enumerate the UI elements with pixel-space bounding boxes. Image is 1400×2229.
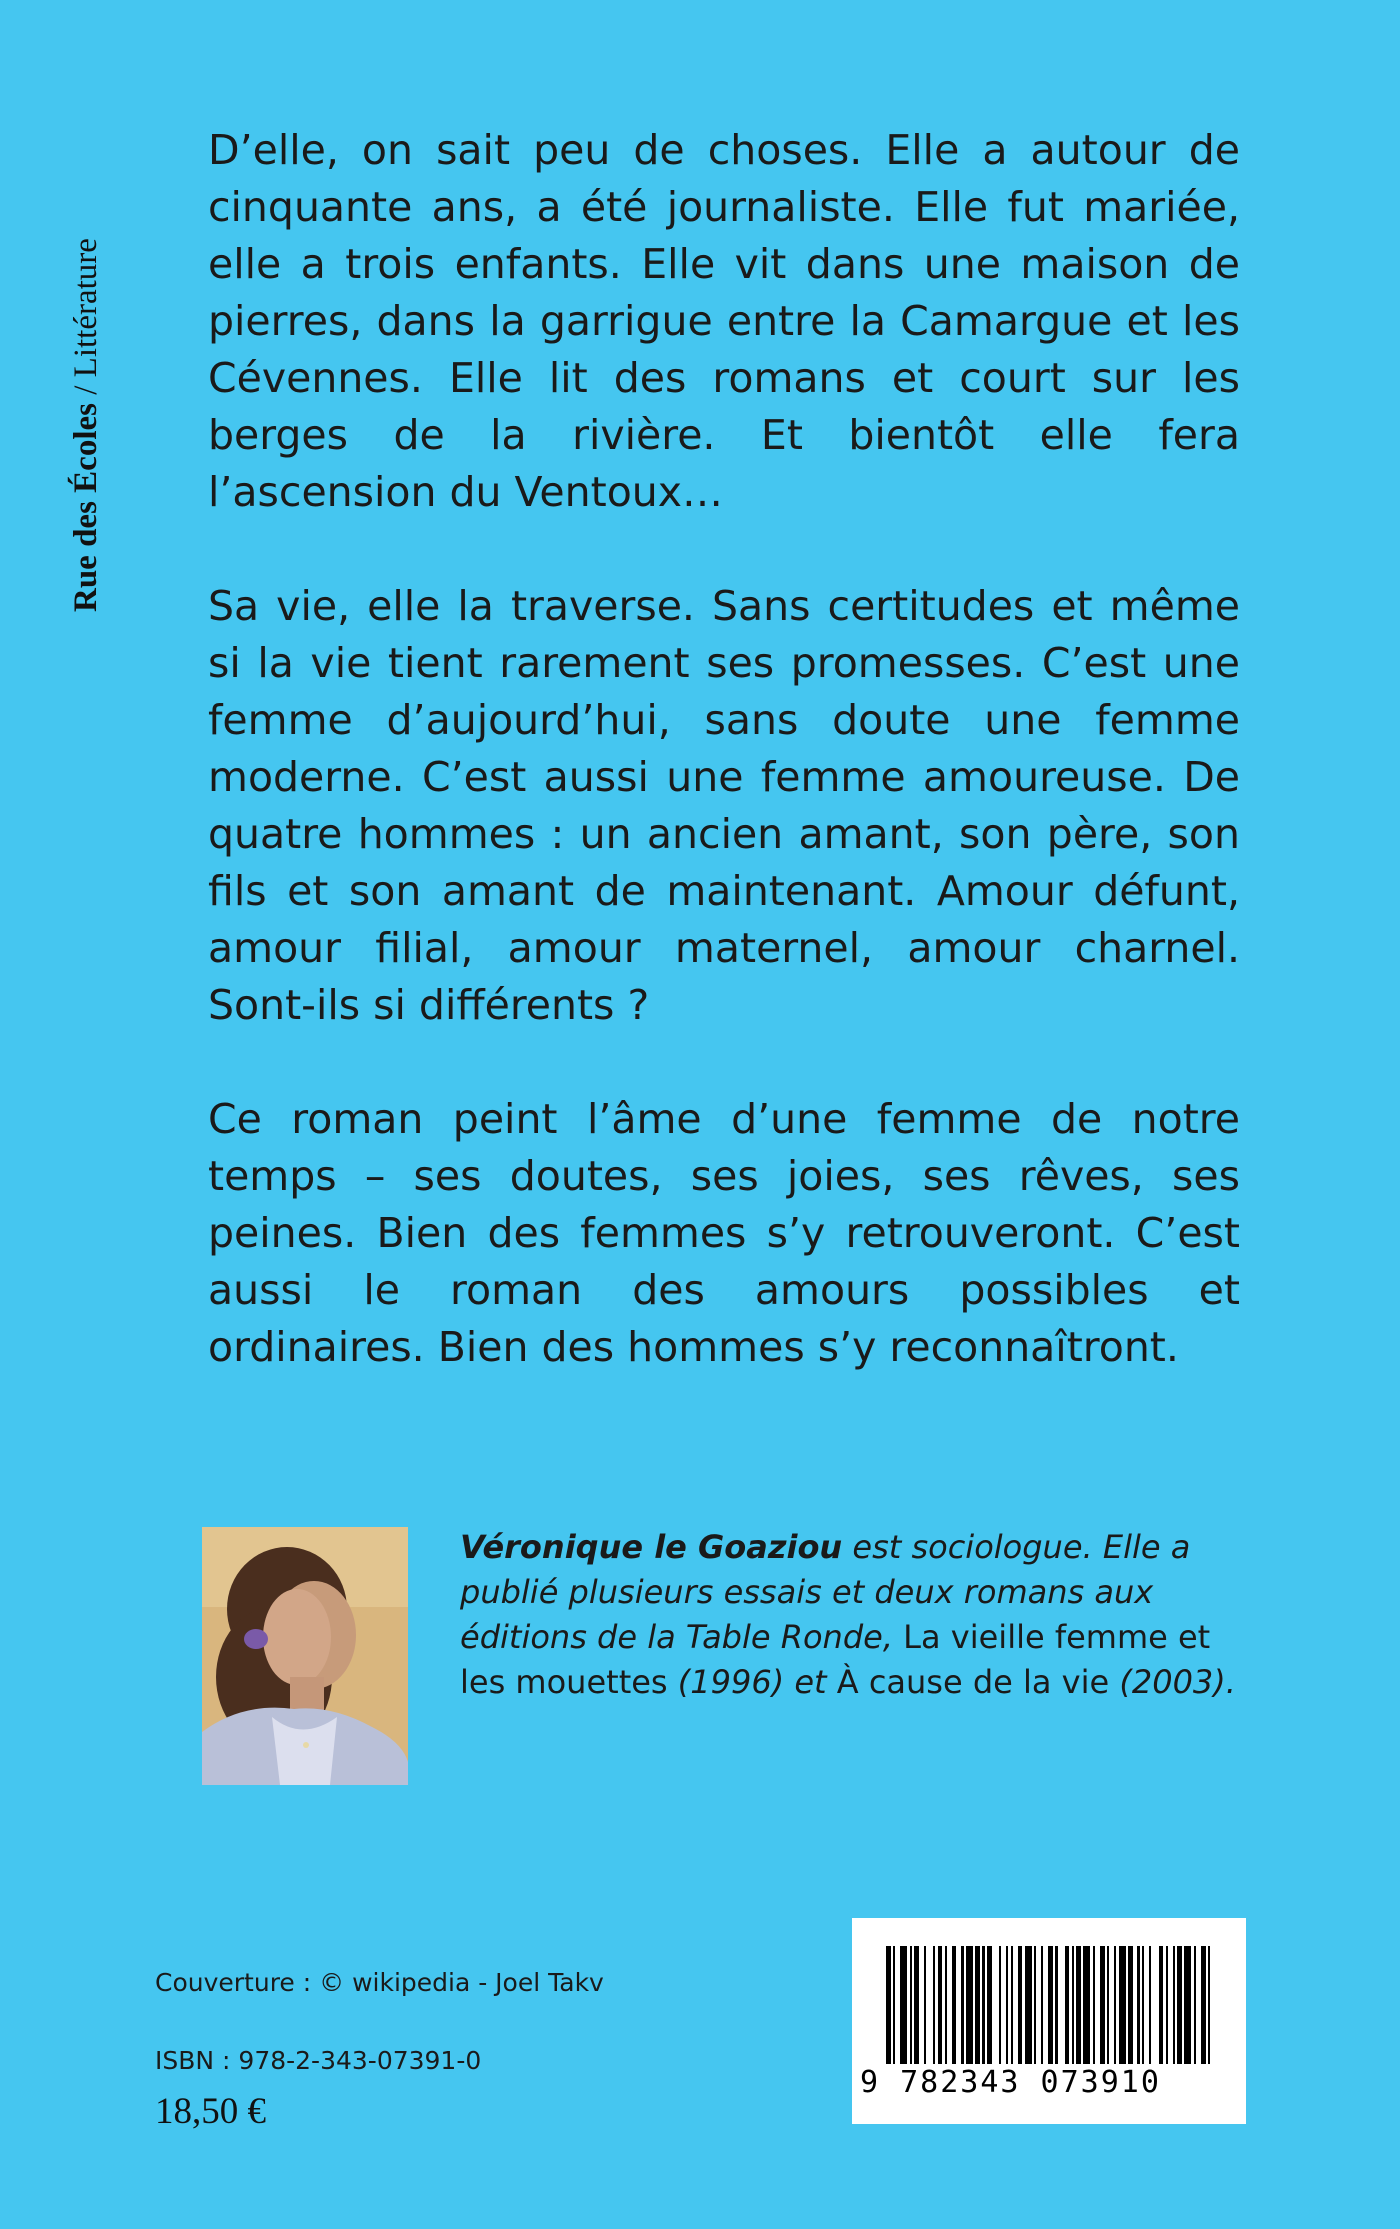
back-cover-blurb — [208, 122, 1240, 1433]
barcode-digits: 9 782343 073910 — [860, 2065, 1161, 2100]
blurb-paragraph-3: Ce roman peint l’âme d’une femme de notre temps – ses doutes, ses joies, ses rêves, ses peines. Bien des femmes s’y retrouveront. C’est aussi le roman des amours possibles et ordinaires. Bien des hommes s’y reconnaîtront. — [208, 1095, 1240, 1371]
isbn: ISBN : 978-2-343-07391-0 — [155, 2046, 482, 2075]
spine-title — [68, 238, 105, 612]
barcode-space — [926, 1946, 933, 2064]
author-photo — [202, 1527, 408, 1785]
barcode-bar — [1119, 1946, 1126, 2064]
book-year-1: (1996) et — [667, 1663, 837, 1701]
barcode-bar — [1083, 1946, 1090, 2064]
barcode-space — [1058, 1946, 1065, 2064]
barcode-bar — [1025, 1946, 1032, 2064]
book-year-2: (2003). — [1109, 1663, 1236, 1701]
spine-separator: / — [68, 377, 104, 403]
book-title-1: La vieille femme et les mouettes — [460, 1618, 1211, 1701]
barcode-space — [1210, 1946, 1215, 2064]
cover-credit: Couverture : © wikipedia - Joel Takv — [155, 1968, 604, 1997]
barcode-bar — [966, 1946, 973, 2064]
barcode-space — [992, 1946, 999, 2064]
blurb-paragraph-2: Sa vie, elle la traverse. Sans certitudes et même si la vie tient rarement ses promesses. C’est une femme d’aujourd’hui, sans doute une femme moderne. C’est aussi une femme amoureuse. De quatre hommes : un ancien amant, son père, son fils et son amant de maintenant. Amour défunt, amour filial, amour maternel, amour charnel. Sont-ils si différents ? — [208, 582, 1240, 1029]
barcode-space — [1151, 1946, 1158, 2064]
series-name: Rue des Écoles — [68, 403, 104, 612]
barcode-bar — [900, 1946, 907, 2064]
price: 18,50 € — [155, 2091, 266, 2132]
barcode-bars — [886, 1946, 1216, 2064]
author-name: Véronique le Goaziou — [460, 1528, 843, 1566]
bio-text: est sociologue. Elle a publié plusieurs essais et deux romans aux éditions de la Table Ronde, — [460, 1528, 1191, 1656]
book-title-2: À cause de la vie — [836, 1663, 1110, 1701]
barcode-bar — [1184, 1946, 1191, 2064]
barcode — [852, 1918, 1246, 2124]
author-bio — [460, 1525, 1250, 1705]
blurb-paragraph-1: D’elle, on sait peu de choses. Elle a autour de cinquante ans, a été journaliste. Elle fut mariée, elle a trois enfants. Elle vit dans une maison de pierres, dans la garrigue entre la Camargue et les Cévennes. Elle lit des romans et court sur les berges de la rivière. Et bientôt elle fera l’ascension du Ventoux… — [208, 126, 1240, 516]
collection-name: Littérature — [68, 238, 104, 378]
